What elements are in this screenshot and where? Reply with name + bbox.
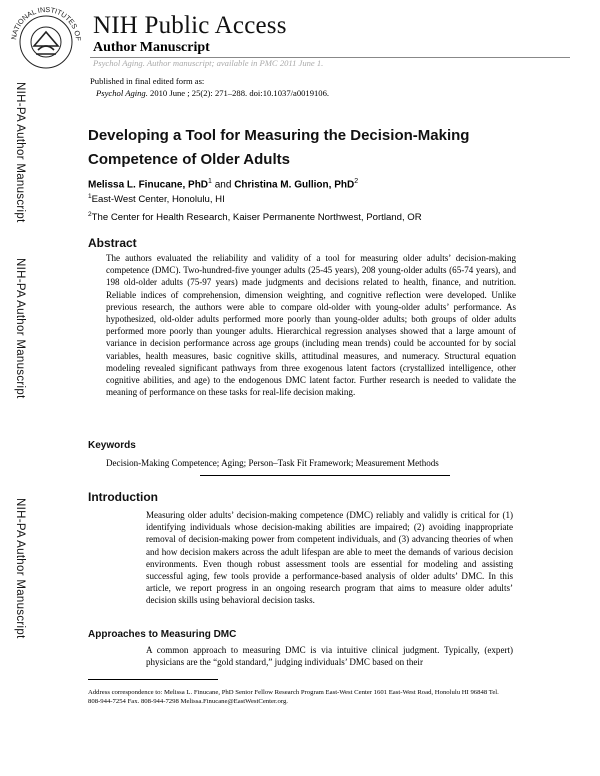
author-conjunction: and [211,179,235,191]
author-manuscript-label: Author Manuscript [93,40,210,55]
logo-arc-text: NATIONAL INSTITUTES OF [9,6,84,42]
keywords-divider [200,475,450,476]
author-2-affiliation-mark: 2 [354,178,359,185]
author-1-affiliation-mark: 1 [208,178,212,185]
author-1: Melissa L. Finucane, PhD [88,179,209,191]
footnote-divider [88,679,218,680]
published-details: 2010 June ; 25(2): 271–288. doi:10.1037/a0019106. [147,88,330,98]
keywords-text: Decision-Making Competence; Aging; Person–Task Fit Framework; Measurement Methods [106,458,439,468]
affiliation-1-text: East-West Center, Honolulu, HI [91,194,225,206]
published-journal: Psychol Aging. [96,88,148,98]
side-label-middle [0,258,40,408]
correspondence-footnote: Address correspondence to: Melissa L. Finucane, PhD Senior Fellow Research Program East-West Center 1601 East-West Road, Honolulu HI 96848 Tel. 808-944-7254 Fax. 808-944-7298 Melissa.Finucane@EastWestCenter.org. [88,689,499,705]
side-label-text: NIH-PA Author Manuscript [14,258,26,399]
introduction-heading: Introduction [88,490,158,504]
affiliation-2-mark: 2 [88,211,92,218]
site-title: NIH Public Access [93,12,287,39]
approaches-text: A common approach to measuring DMC is via intuitive clinical judgment. Typically, (expert) physicians are the “gold standard,” judging individuals’ DMC based on their [146,645,513,668]
introduction-text: Measuring older adults’ decision-making competence (DMC) reliably and validly is critical for (1) identifying individuals whose decision-making abilities are impaired; (2) avoiding inappropriate removal of decision-making power from competent individuals, and (3) advancing theories of when and how decision makers across the adult lifespan are able to meet the demands of various decision environments. Even though robust assessment tools are essential for modeling and assisting successful aging, few tools provide a performance-based analysis of older adults’ DMC. In this article, we report progress in an ongoing research program that aims to measure older adults’ decision skills using behavioral decision tasks. [146,510,513,606]
article-title: Developing a Tool for Measuring the Decision-Making Competence of Older Adults [88,127,470,168]
side-label-text: NIH-PA Author Manuscript [14,82,26,223]
side-label-text: NIH-PA Author Manuscript [14,498,26,639]
author-line [88,178,358,190]
affiliation-2 [88,211,422,223]
nih-logo [6,6,86,72]
published-citation [96,88,329,98]
affiliation-2-text: The Center for Health Research, Kaiser Permanente Northwest, Portland, OR [91,212,422,224]
published-label: Published in final edited form as: [90,76,205,86]
abstract-heading: Abstract [88,236,137,250]
side-label-top [0,82,40,232]
approaches-heading: Approaches to Measuring DMC [88,629,237,640]
side-label-bottom [0,498,40,648]
affiliation-1-mark: 1 [88,193,92,200]
keywords-heading: Keywords [88,440,136,451]
abstract-text: The authors evaluated the reliability and validity of a tool for measuring older adults’ decision-making competence (DMC). Two-hundred-five younger adults (25-45 years), 208 young-older adults (65-74 years), and 198 old-older adults (75-97 years) made judgments and decisions related to health, finance, and nutrition. Reliable indices of comprehension, dimension weighting, and cognitive reflection were developed. Unlike previous research, the authors were able to compare old-older with young-older adults’ performance. As hypothesized, old-older adults performed more poorly than young-older adults; both groups of older adults performed more poorly than younger adults. Hierarchical regression analyses showed that a large amount of variance in decision performance across age groups (including mean trends) could be accounted for by social variables, health measures, basic cognitive skills, attitudinal measures, and numeracy. Structural equation modeling revealed significant pathways from three exogenous latent factors (crystallized intelligence, other cognitive abilities, and age) to the endogenous DMC latent factor. Further research is needed to validate the meaning of performance on these tasks for real-life decision making. [106,253,516,398]
header-citation: Psychol Aging. Author manuscript; available in PMC 2011 June 1. [93,58,324,68]
author-2: Christina M. Gullion, PhD [234,179,355,191]
affiliation-1 [88,193,225,205]
